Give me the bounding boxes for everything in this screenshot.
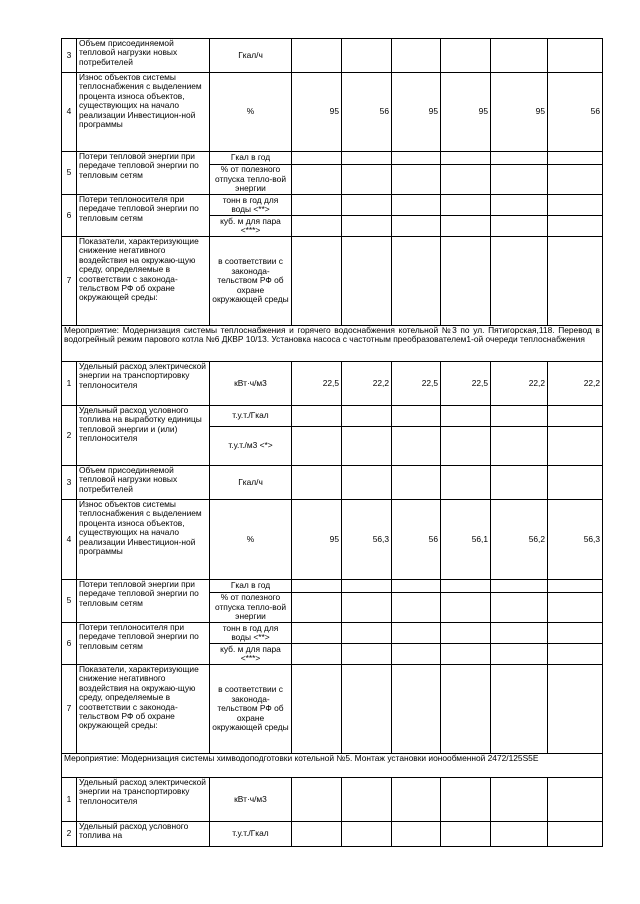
value-cell [292,427,342,466]
value-cell [548,593,603,623]
value-cell [292,237,342,326]
value-cell [441,216,491,237]
value-cell [392,237,441,326]
indicator-unit: тонн в год для воды <**> [210,195,292,216]
value-cell: 22,5 [441,362,491,406]
value-cell: 95 [292,73,342,152]
value-cell [548,195,603,216]
value-cell [292,593,342,623]
row-number: 7 [62,237,77,326]
value-cell [491,195,548,216]
value-cell: 22,5 [292,362,342,406]
value-cell [392,195,441,216]
value-cell [491,778,548,822]
value-cell [491,822,548,847]
value-cell [392,644,441,665]
value-cell [392,593,441,623]
value-cell [292,466,342,500]
value-cell [441,593,491,623]
value-cell [441,427,491,466]
value-cell [342,195,392,216]
table-row [62,362,603,406]
value-cell [392,165,441,195]
value-cell [491,466,548,500]
table-row [62,466,603,500]
indicator-name: Удельный расход электрической энергии на транспортировку теплоносителя [77,778,210,822]
event-description: Мероприятие: Модернизация системы химводоподготовки котельной №5. Монтаж установки ионообменной 2472/125S5E [62,754,603,778]
value-cell [441,644,491,665]
table-row [62,39,603,73]
value-cell [548,665,603,754]
indicator-name: Потери теплоносителя при передаче тепловой энергии по тепловым сетям [77,195,210,237]
row-number: 4 [62,73,77,152]
value-cell [548,165,603,195]
indicator-unit: кВт·ч/м3 [210,778,292,822]
value-cell [441,778,491,822]
value-cell [392,427,441,466]
value-cell [342,152,392,165]
value-cell [548,778,603,822]
indicator-unit: в соответствии с законода-тельством РФ об охране окружающей среды [210,665,292,754]
value-cell: 95 [292,500,342,580]
table-row [62,778,603,822]
row-number: 6 [62,623,77,665]
row-number: 2 [62,406,77,466]
value-cell [491,152,548,165]
indicator-name: Показатели, характеризующие снижение негативного воздействия на окружаю-щую среду, определяемые в соответствии с законода-тельством РФ об охране окружающей среды: [77,237,210,326]
value-cell [392,580,441,593]
value-cell: 95 [441,73,491,152]
value-cell [392,778,441,822]
value-cell [292,406,342,427]
event-row [62,754,603,778]
table-row [62,500,603,580]
value-cell [292,580,342,593]
value-cell: 56 [548,73,603,152]
row-number: 4 [62,500,77,580]
indicator-name: Показатели, характеризующие снижение негативного воздействия на окружаю-щую среду, определяемые в соответствии с законода-тельством РФ об охране окружающей среды: [77,665,210,754]
indicator-unit: Гкал в год [210,580,292,593]
row-number: 7 [62,665,77,754]
indicator-name: Объем присоединяемой тепловой нагрузки новых потребителей [77,39,210,73]
value-cell [491,665,548,754]
indicator-unit: кВт·ч/м3 [210,362,292,406]
value-cell [548,427,603,466]
value-cell [441,195,491,216]
value-cell [441,623,491,644]
indicator-name: Удельный расход условного топлива на выработку единицы тепловой энергии и (или) теплоносителя [77,406,210,466]
indicator-unit: куб. м для пара <***> [210,644,292,665]
table-row [62,152,603,165]
value-cell [441,39,491,73]
value-cell: 56,3 [548,500,603,580]
value-cell [491,165,548,195]
value-cell [548,216,603,237]
indicator-name: Износ объектов системы теплоснабжения с выделением процента износа объектов, существующих на начало реализации Инвестицион-ной программы [77,73,210,152]
value-cell [392,216,441,237]
value-cell [441,152,491,165]
table-row [62,665,603,754]
value-cell [548,237,603,326]
table-row [62,623,603,644]
value-cell: 56 [342,73,392,152]
value-cell [441,165,491,195]
value-cell: 56,3 [342,500,392,580]
value-cell [491,427,548,466]
value-cell [392,466,441,500]
value-cell [342,165,392,195]
value-cell: 95 [392,73,441,152]
value-cell: 95 [491,73,548,152]
value-cell [342,466,392,500]
value-cell [441,406,491,427]
value-cell [548,466,603,500]
indicator-name: Износ объектов системы теплоснабжения с выделением процента износа объектов, существующих на начало реализации Инвестицион-ной программы [77,500,210,580]
value-cell [292,665,342,754]
value-cell: 22,2 [548,362,603,406]
value-cell [491,406,548,427]
row-number: 1 [62,362,77,406]
value-cell: 56 [392,500,441,580]
value-cell: 22,5 [392,362,441,406]
value-cell [548,39,603,73]
value-cell [342,644,392,665]
value-cell [441,822,491,847]
table-row [62,237,603,326]
value-cell [342,237,392,326]
value-cell [441,665,491,754]
event-description: Мероприятие: Модернизация системы теплоснабжения и горячего водоснабжения котельной №3 по ул. Пятигорская,118. Перевод в водогрейный режим парового котла №6 ДКВР 10/13. Установка насоса с частотным преобразователем1-ой очереди теплоснабжения [62,326,603,362]
table-row [62,195,603,216]
indicators-table [61,38,603,847]
indicator-unit: т.у.т./м3 <*> [210,427,292,466]
value-cell [491,39,548,73]
value-cell [292,165,342,195]
value-cell [392,822,441,847]
table-row [62,406,603,427]
value-cell [441,580,491,593]
value-cell [548,644,603,665]
indicator-unit: т.у.т./Гкал [210,822,292,847]
value-cell [342,39,392,73]
indicator-unit: % [210,500,292,580]
event-row [62,326,603,362]
value-cell [441,237,491,326]
value-cell [342,822,392,847]
indicator-name: Потери тепловой энергии при передаче тепловой энергии по тепловым сетям [77,152,210,195]
indicator-name: Потери тепловой энергии при передаче тепловой энергии по тепловым сетям [77,580,210,623]
indicator-unit: Гкал/ч [210,39,292,73]
value-cell [548,580,603,593]
value-cell [392,406,441,427]
row-number: 3 [62,39,77,73]
value-cell: 56,2 [491,500,548,580]
value-cell [491,623,548,644]
value-cell [342,406,392,427]
value-cell: 22,2 [491,362,548,406]
indicator-unit: т.у.т./Гкал [210,406,292,427]
value-cell [292,39,342,73]
value-cell [292,644,342,665]
indicator-name: Потери теплоносителя при передаче тепловой энергии по тепловым сетям [77,623,210,665]
value-cell [292,623,342,644]
indicator-unit: куб. м для пара <***> [210,216,292,237]
value-cell [342,427,392,466]
value-cell [292,195,342,216]
value-cell [292,152,342,165]
row-number: 3 [62,466,77,500]
value-cell [392,623,441,644]
row-number: 6 [62,195,77,237]
value-cell [292,822,342,847]
value-cell [548,822,603,847]
indicator-name: Удельный расход электрической энергии на транспортировку теплоносителя [77,362,210,406]
value-cell [342,778,392,822]
value-cell [342,623,392,644]
value-cell [342,580,392,593]
row-number: 5 [62,580,77,623]
indicator-name: Объем присоединяемой тепловой нагрузки новых потребителей [77,466,210,500]
value-cell [548,406,603,427]
row-number: 1 [62,778,77,822]
value-cell: 56,1 [441,500,491,580]
indicator-unit: % [210,73,292,152]
value-cell [292,778,342,822]
indicator-unit: Гкал в год [210,152,292,165]
table-row [62,822,603,847]
indicator-unit: % от полезного отпуска тепло-вой энергии [210,593,292,623]
table-row [62,580,603,593]
value-cell [292,216,342,237]
value-cell [548,152,603,165]
value-cell [392,39,441,73]
value-cell [342,593,392,623]
value-cell [392,665,441,754]
value-cell [342,665,392,754]
value-cell [491,593,548,623]
indicator-unit: % от полезного отпуска тепло-вой энергии [210,165,292,195]
row-number: 2 [62,822,77,847]
indicator-unit: Гкал/ч [210,466,292,500]
row-number: 5 [62,152,77,195]
value-cell: 22,2 [342,362,392,406]
value-cell [392,152,441,165]
value-cell [491,237,548,326]
value-cell [491,644,548,665]
value-cell [548,623,603,644]
table-row [62,73,603,152]
indicator-unit: тонн в год для воды <**> [210,623,292,644]
value-cell [342,216,392,237]
value-cell [491,216,548,237]
value-cell [491,580,548,593]
indicator-unit: в соответствии с законода-тельством РФ об охране окружающей среды [210,237,292,326]
indicator-name: Удельный расход условного топлива на [77,822,210,847]
value-cell [441,466,491,500]
